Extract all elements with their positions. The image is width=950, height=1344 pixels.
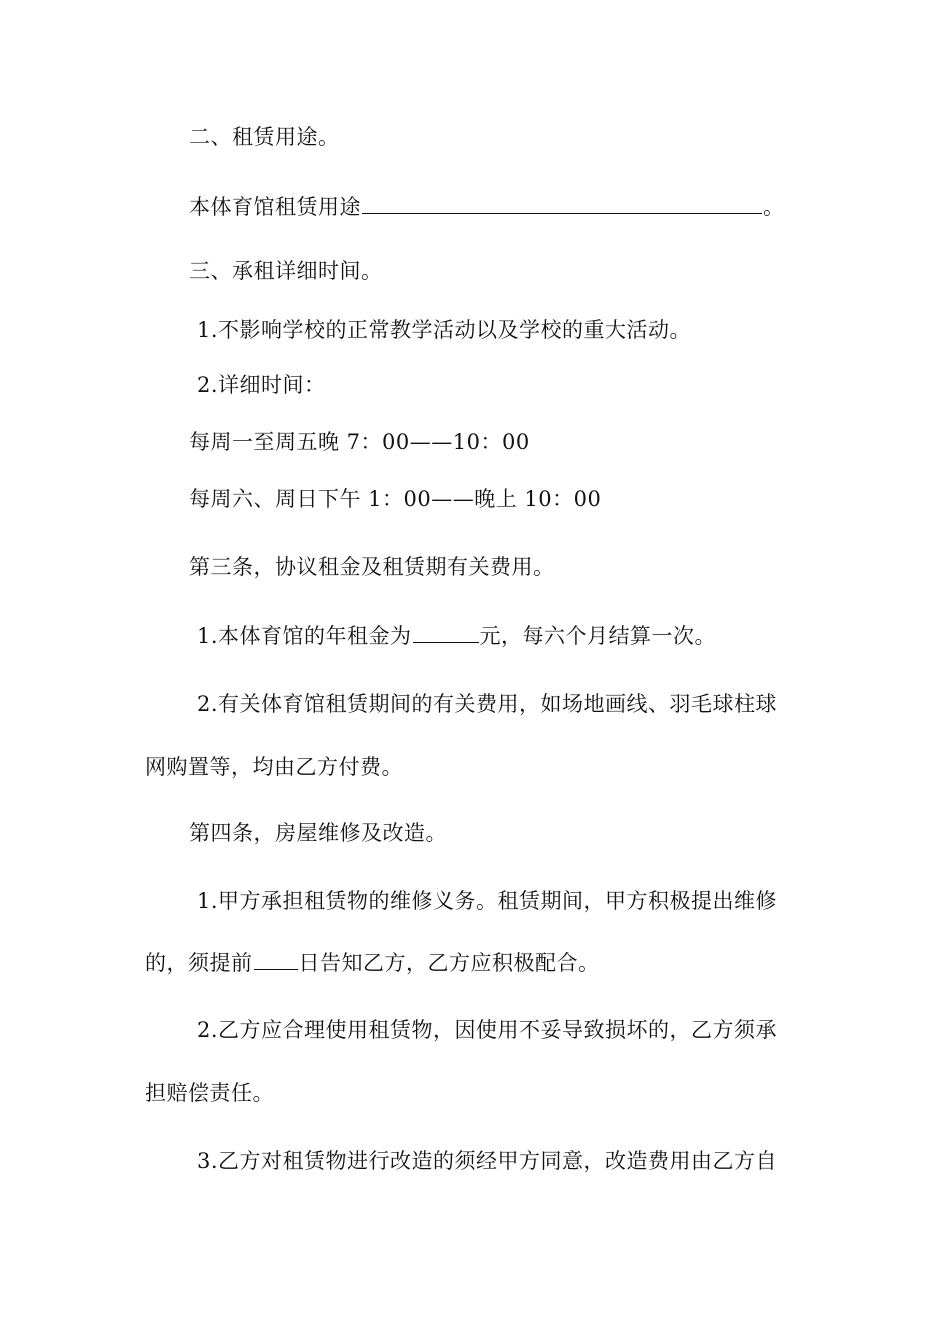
schedule-weekend: 每周六、周日下午 1：00——晚上 10：00 bbox=[189, 487, 602, 511]
usage-blank-field[interactable] bbox=[362, 193, 762, 214]
list-item-damage-line1: 2.乙方应合理使用租赁物，因使用不妥导致损坏的，乙方须承 bbox=[197, 1018, 778, 1042]
article-four-heading: 第四条，房屋维修及改造。 bbox=[189, 821, 447, 845]
list-item-fees-line1: 2.有关体育馆租赁期间的有关费用，如场地画线、羽毛球柱球 bbox=[197, 692, 778, 716]
list-item-no-impact: 1.不影响学校的正常教学活动以及学校的重大活动。 bbox=[197, 318, 692, 342]
schedule-weekday: 每周一至周五晚 7：00——10：00 bbox=[189, 430, 530, 454]
list-item-time-detail: 2.详细时间： bbox=[197, 373, 326, 397]
section-heading-time: 三、承租详细时间。 bbox=[189, 259, 383, 283]
paragraph-usage-fill: 本体育馆租赁用途 。 bbox=[189, 195, 785, 219]
list-item-fees-line2: 网购置等，均由乙方付费。 bbox=[145, 755, 403, 779]
list-item-damage-line2: 担赔偿责任。 bbox=[145, 1081, 274, 1105]
notice-days-blank-field[interactable] bbox=[254, 949, 298, 970]
list-item-renovation-line1: 3.乙方对租赁物进行改造的须经甲方同意，改造费用由乙方自 bbox=[197, 1149, 778, 1173]
list-item-annual-rent: 1.本体育馆的年租金为 元，每六个月结算一次。 bbox=[197, 624, 717, 648]
section-heading-usage: 二、租赁用途。 bbox=[189, 125, 340, 149]
list-item-repair-line1: 1.甲方承担租赁物的维修义务。租赁期间，甲方积极提出维修 bbox=[197, 889, 778, 913]
rent-amount-blank-field[interactable] bbox=[413, 622, 479, 643]
article-three-heading: 第三条，协议租金及租赁期有关费用。 bbox=[189, 555, 555, 579]
list-item-repair-line2: 的，须提前 日告知乙方，乙方应积极配合。 bbox=[145, 951, 600, 975]
